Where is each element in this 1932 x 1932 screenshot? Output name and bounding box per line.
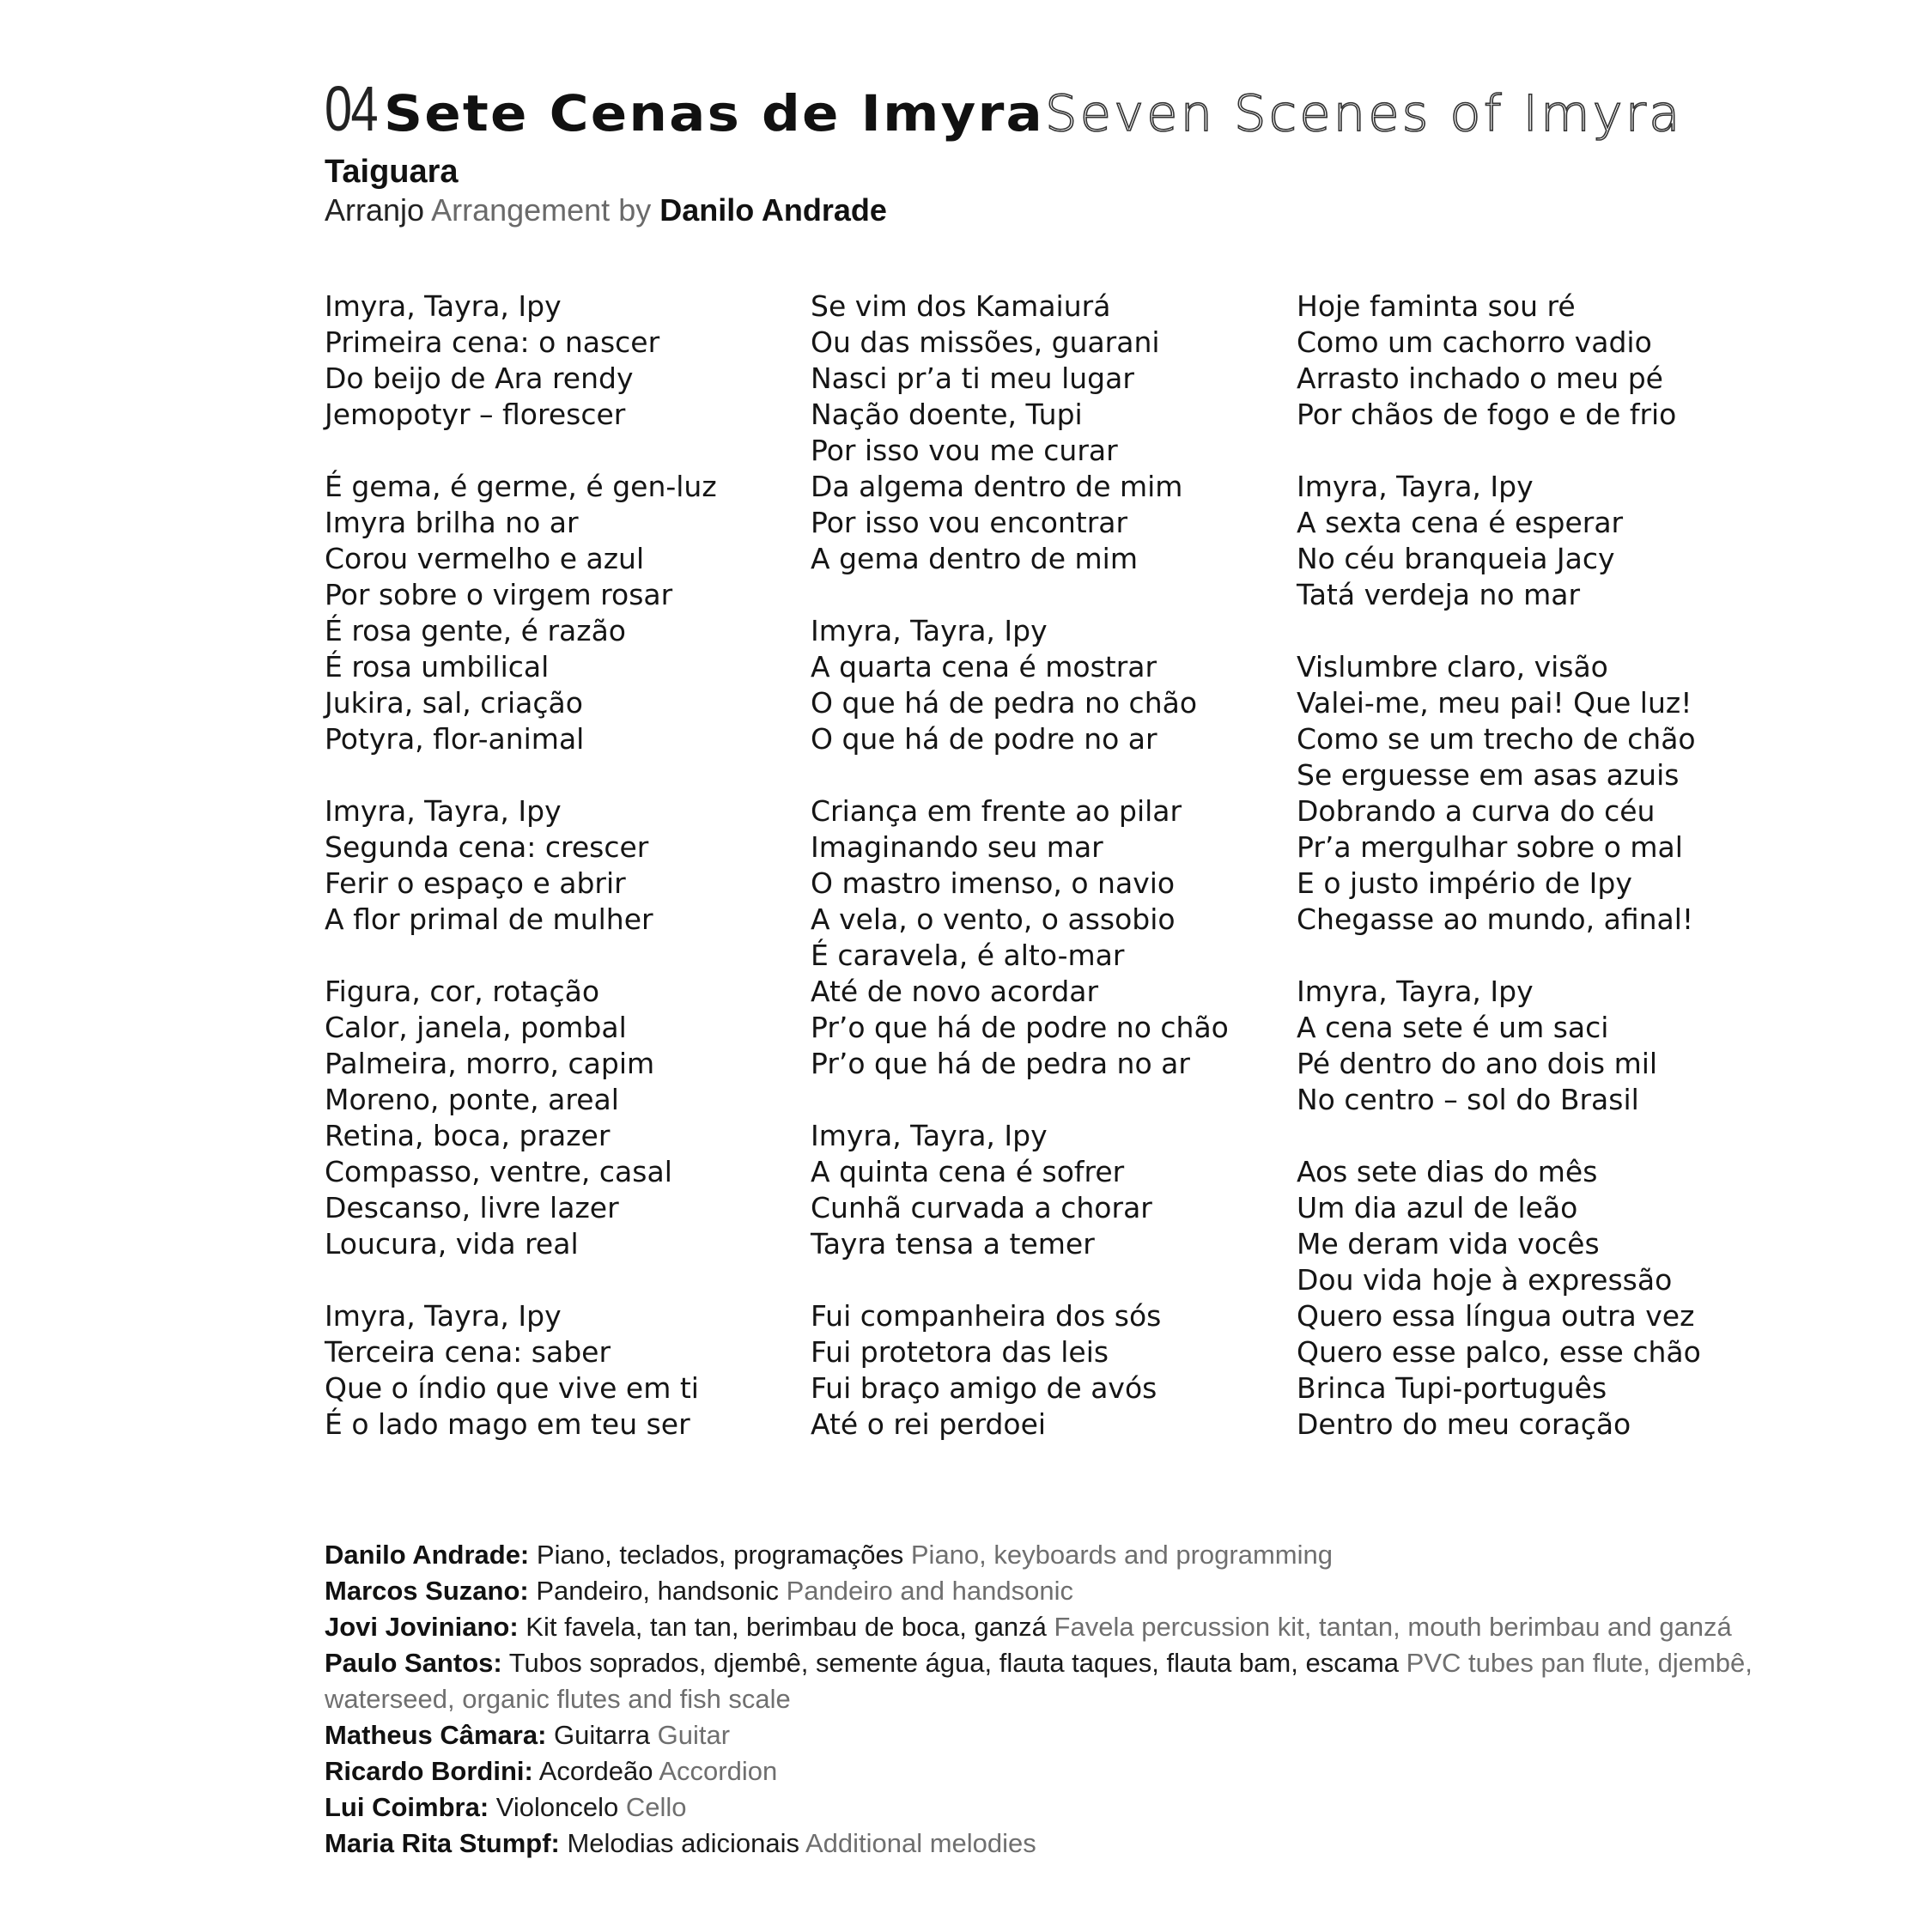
lyric-line: Imyra, Tayra, Ipy — [325, 794, 562, 828]
instruments-pt: Tubos soprados, djembê, semente água, flauta taques, flauta bam, escama — [508, 1648, 1400, 1678]
lyric-stanza — [1297, 649, 1777, 938]
lyric-line: Compasso, ventre, casal — [325, 1155, 672, 1188]
lyric-line: Ou das missões, guarani — [811, 325, 1160, 359]
instruments-pt: Pandeiro, handsonic — [536, 1576, 779, 1606]
lyric-stanza — [325, 289, 805, 433]
composer: Taiguara — [325, 154, 459, 190]
lyric-line: Valei-me, meu pai! Que luz! — [1297, 686, 1692, 720]
lyric-line: Fui companheira dos sós — [811, 1299, 1162, 1333]
musician-name: Maria Rita Stumpf: — [325, 1828, 560, 1858]
lyrics-column-3 — [1297, 289, 1777, 1479]
instruments-en: PVC tubes pan flute, djembê, waterseed, organic flutes and fish scale — [325, 1648, 1753, 1714]
lyric-line: Imyra brilha no ar — [325, 506, 579, 539]
lyric-line: No centro – sol do Brasil — [1297, 1083, 1639, 1116]
lyric-stanza — [811, 1118, 1291, 1262]
musician-name: Matheus Câmara: — [325, 1720, 547, 1750]
lyric-line: É o lado mago em teu ser — [325, 1407, 690, 1441]
lyric-stanza — [325, 469, 805, 757]
lyric-line: Imyra, Tayra, Ipy — [811, 614, 1048, 647]
lyric-line: Primeira cena: o nascer — [325, 325, 660, 359]
lyric-line: Aos sete dias do mês — [1297, 1155, 1598, 1188]
song-header — [325, 73, 1870, 229]
lyric-line: O que há de podre no ar — [811, 722, 1157, 756]
lyrics-column-2 — [811, 289, 1291, 1479]
lyric-line: Loucura, vida real — [325, 1227, 579, 1261]
lyric-line: Calor, janela, pombal — [325, 1011, 627, 1044]
lyric-line: Nasci pr’a ti meu lugar — [811, 361, 1134, 395]
arranger-label-en: Arrangement by — [431, 191, 652, 228]
lyric-line: Jukira, sal, criação — [325, 686, 583, 720]
lyric-line: É caravela, é alto-mar — [811, 939, 1125, 972]
lyric-line: Se vim dos Kamaiurá — [811, 289, 1111, 323]
lyric-line: Chegasse ao mundo, afinal! — [1297, 902, 1694, 936]
credit-row — [325, 1609, 1801, 1645]
lyric-line: Arrasto inchado o meu pé — [1297, 361, 1663, 395]
lyric-line: A vela, o vento, o assobio — [811, 902, 1176, 936]
lyric-stanza — [1297, 1154, 1777, 1443]
lyric-line: A flor primal de mulher — [325, 902, 653, 936]
lyric-line: Por chãos de fogo e de frio — [1297, 398, 1677, 431]
musician-name: Ricardo Bordini: — [325, 1756, 533, 1786]
lyric-line: Hoje faminta sou ré — [1297, 289, 1576, 323]
instruments-pt: Guitarra — [554, 1720, 651, 1750]
lyric-line: O mastro imenso, o navio — [811, 866, 1176, 900]
lyric-line: Por isso vou me curar — [811, 434, 1118, 467]
lyric-line: Imyra, Tayra, Ipy — [1297, 470, 1534, 503]
instruments-pt: Kit favela, tan tan, berimbau de boca, ganzá — [526, 1612, 1047, 1642]
instruments-pt: Melodias adicionais — [567, 1828, 800, 1858]
lyric-line: Até o rei perdoei — [811, 1407, 1047, 1441]
lyric-line: A quinta cena é sofrer — [811, 1155, 1125, 1188]
lyric-line: Imyra, Tayra, Ipy — [1297, 975, 1534, 1008]
credit-row — [325, 1789, 1801, 1826]
lyric-line: Nação doente, Tupi — [811, 398, 1083, 431]
lyric-line: Pr’a mergulhar sobre o mal — [1297, 830, 1683, 864]
lyric-line: Do beijo de Ara rendy — [325, 361, 634, 395]
instruments-en: Piano, keyboards and programming — [910, 1540, 1333, 1570]
lyric-line: Brinca Tupi-português — [1297, 1371, 1607, 1405]
lyrics — [0, 289, 1932, 1456]
lyric-line: Como um cachorro vadio — [1297, 325, 1652, 359]
lyric-line: Figura, cor, rotação — [325, 975, 600, 1008]
lyric-line: A quarta cena é mostrar — [811, 650, 1157, 683]
credit-row — [325, 1573, 1801, 1609]
lyric-line: Palmeira, morro, capim — [325, 1047, 655, 1080]
musician-name: Jovi Joviniano: — [325, 1612, 519, 1642]
instruments-en: Additional melodies — [805, 1828, 1036, 1858]
lyric-line: Pr’o que há de pedra no ar — [811, 1047, 1190, 1080]
lyric-line: Tatá verdeja no mar — [1297, 578, 1581, 611]
musician-name: Lui Coimbra: — [325, 1792, 489, 1822]
arranger-name: Danilo Andrade — [659, 191, 887, 228]
credit-row — [325, 1753, 1801, 1789]
credit-row — [325, 1537, 1801, 1573]
lyric-stanza — [1297, 469, 1777, 613]
lyric-line: Fui braço amigo de avós — [811, 1371, 1157, 1405]
lyrics-column-1 — [325, 289, 805, 1479]
lyric-line: Imyra, Tayra, Ipy — [325, 1299, 562, 1333]
credit-row — [325, 1645, 1801, 1717]
lyric-line: Potyra, flor-animal — [325, 722, 585, 756]
lyric-line: A sexta cena é esperar — [1297, 506, 1624, 539]
lyric-stanza — [1297, 289, 1777, 433]
lyric-line: Imyra, Tayra, Ipy — [811, 1119, 1048, 1152]
musician-name: Paulo Santos: — [325, 1648, 502, 1678]
lyric-stanza — [325, 1298, 805, 1443]
instruments-en: Accordion — [659, 1756, 778, 1786]
lyric-line: Quero essa língua outra vez — [1297, 1299, 1695, 1333]
lyric-line: Até de novo acordar — [811, 975, 1099, 1008]
lyric-line: Como se um trecho de chão — [1297, 722, 1696, 756]
lyric-stanza — [1297, 974, 1777, 1118]
arranger-line — [325, 191, 1870, 229]
lyric-line: Pr’o que há de podre no chão — [811, 1011, 1229, 1044]
lyric-stanza — [811, 793, 1291, 1082]
lyric-line: Fui protetora das leis — [811, 1335, 1109, 1369]
credit-row — [325, 1717, 1801, 1753]
arranger-label-pt: Arranjo — [325, 191, 425, 228]
title-line — [325, 73, 1870, 151]
instruments-en: Pandeiro and handsonic — [786, 1576, 1073, 1606]
lyric-line: Pé dentro do ano dois mil — [1297, 1047, 1658, 1080]
lyric-line: Dentro do meu coração — [1297, 1407, 1631, 1441]
lyric-stanza — [325, 974, 805, 1262]
lyric-line: Que o índio que vive em ti — [325, 1371, 699, 1405]
lyric-line: Tayra tensa a temer — [811, 1227, 1095, 1261]
lyric-line: A gema dentro de mim — [811, 542, 1138, 575]
lyric-line: Me deram vida vocês — [1297, 1227, 1600, 1261]
lyric-line: É gema, é germe, é gen-luz — [325, 470, 717, 503]
lyric-line: Segunda cena: crescer — [325, 830, 649, 864]
musician-name: Marcos Suzano: — [325, 1576, 529, 1606]
instruments-pt: Piano, teclados, programações — [536, 1540, 904, 1570]
lyric-line: Por sobre o virgem rosar — [325, 578, 673, 611]
lyric-line: Descanso, livre lazer — [325, 1191, 619, 1224]
lyric-line: Corou vermelho e azul — [325, 542, 645, 575]
lyric-line: Dobrando a curva do céu — [1297, 794, 1656, 828]
instruments-en: Cello — [625, 1792, 687, 1822]
lyric-line: Moreno, ponte, areal — [325, 1083, 619, 1116]
lyric-line: E o justo império de Ipy — [1297, 866, 1632, 900]
musician-credits — [325, 1537, 1801, 1862]
track-number: 04 — [325, 73, 378, 144]
lyric-line: Jemopotyr – florescer — [325, 398, 626, 431]
lyric-line: Por isso vou encontrar — [811, 506, 1128, 539]
song-title-en: Seven Scenes of Imyra — [1044, 84, 1682, 143]
lyric-stanza — [811, 1298, 1291, 1443]
instruments-pt: Acordeão — [538, 1756, 653, 1786]
instruments-pt: Violoncelo — [495, 1792, 619, 1822]
lyric-line: O que há de pedra no chão — [811, 686, 1198, 720]
lyric-line: Criança em frente ao pilar — [811, 794, 1182, 828]
lyric-line: É rosa gente, é razão — [325, 614, 626, 647]
credit-row — [325, 1826, 1801, 1862]
lyric-line: Imyra, Tayra, Ipy — [325, 289, 562, 323]
lyric-line: Terceira cena: saber — [325, 1335, 611, 1369]
lyric-stanza — [325, 793, 805, 938]
lyric-stanza — [811, 289, 1291, 577]
lyric-line: Um dia azul de leão — [1297, 1191, 1578, 1224]
lyric-line: Retina, boca, prazer — [325, 1119, 611, 1152]
lyric-line: No céu branqueia Jacy — [1297, 542, 1615, 575]
lyric-line: Quero esse palco, esse chão — [1297, 1335, 1701, 1369]
musician-name: Danilo Andrade: — [325, 1540, 530, 1570]
lyric-line: Dou vida hoje à expressão — [1297, 1263, 1673, 1297]
lyric-stanza — [811, 613, 1291, 757]
lyric-line: Ferir o espaço e abrir — [325, 866, 626, 900]
lyric-line: A cena sete é um saci — [1297, 1011, 1609, 1044]
song-title-pt: Sete Cenas de Imyra — [384, 84, 1045, 143]
lyric-line: Imaginando seu mar — [811, 830, 1103, 864]
lyric-line: Se erguesse em asas azuis — [1297, 758, 1680, 792]
instruments-en: Guitar — [657, 1720, 731, 1750]
lyric-line: Cunhã curvada a chorar — [811, 1191, 1152, 1224]
instruments-en: Favela percussion kit, tantan, mouth berimbau and ganzá — [1054, 1612, 1732, 1642]
lyric-line: Da algema dentro de mim — [811, 470, 1183, 503]
lyric-line: É rosa umbilical — [325, 650, 550, 683]
lyric-line: Vislumbre claro, visão — [1297, 650, 1608, 683]
